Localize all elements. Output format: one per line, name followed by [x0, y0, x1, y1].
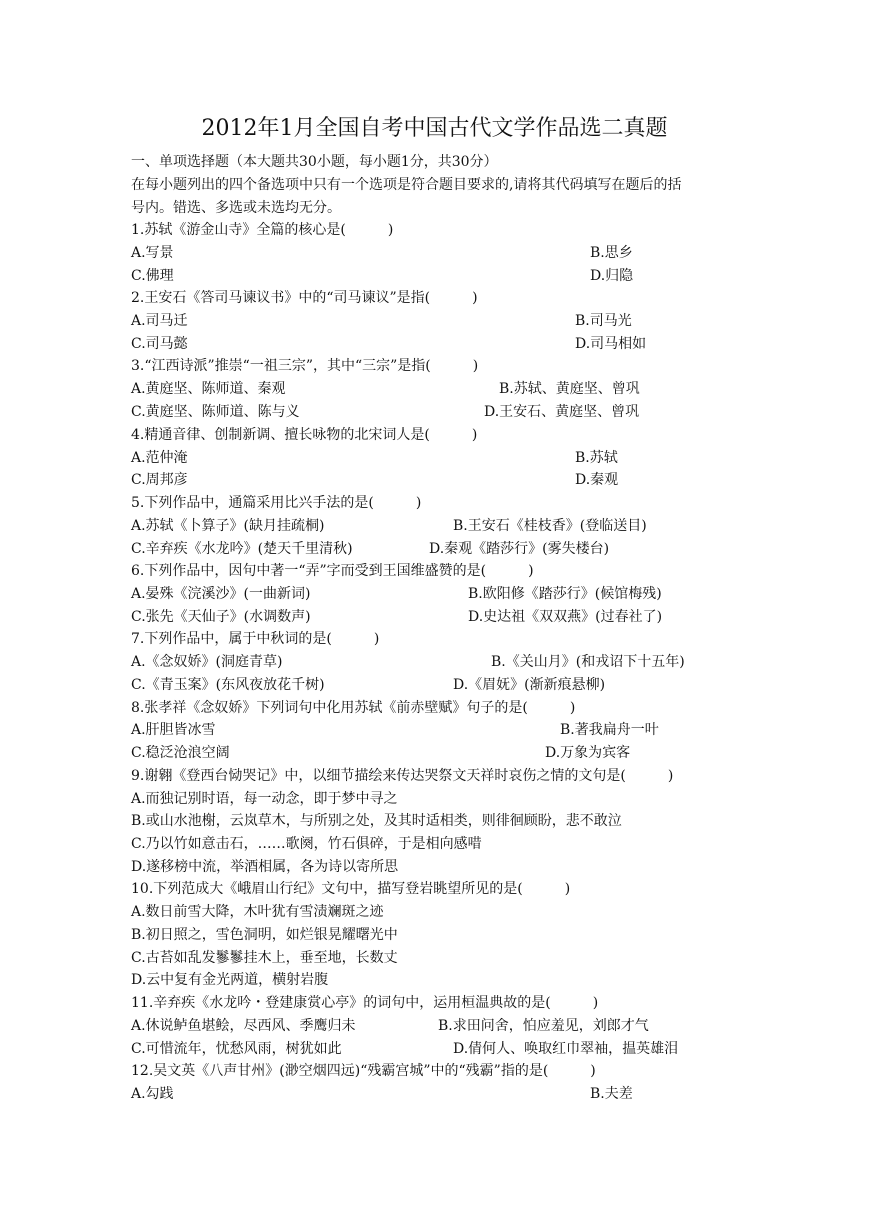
option-b: B.苏轼、黄庭坚、曾巩 [499, 381, 640, 397]
option-c: C.乃以竹如意击石，……歌阕，竹石俱碎，于是相向感唶 [131, 836, 482, 852]
option-b: B.思乡 [590, 245, 633, 261]
option-c: C.可惜流年，忧愁风雨，树犹如此 [131, 1041, 342, 1057]
question-stem: 1.苏轼《游金山寺》全篇的核心是( ) [131, 222, 394, 238]
option-c: C.司马懿 [131, 336, 188, 352]
instructions-line-1: 在每小题列出的四个备选项中只有一个选项是符合题目要求的,请将其代码填写在题后的括 [131, 177, 682, 193]
question-stem: 10.下列范成大《峨眉山行纪》文句中，描写登岩眺望所见的是( ) [131, 881, 571, 897]
option-d: D.王安石、黄庭坚、曾巩 [484, 404, 640, 420]
option-c: C.辛弃疾《水龙吟》(楚天千里清秋) [131, 541, 353, 557]
option-a: A.晏殊《浣溪沙》(一曲新词) [131, 586, 311, 602]
option-a: A.《念奴娇》(洞庭青草) [131, 654, 283, 670]
section-heading: 一、单项选择题（本大题共30小题，每小题1分，共30分） [131, 154, 498, 170]
question-stem: 7.下列作品中，属于中秋词的是( ) [131, 631, 380, 647]
question-stem: 4.精通音律、创制新调、擅长咏物的北宋词人是( ) [131, 427, 478, 443]
option-a: A.写景 [131, 245, 174, 261]
question-stem: 5.下列作品中，通篇采用比兴手法的是( ) [131, 495, 422, 511]
page-title: 2012年1月全国自考中国古代文学作品选二真题 [201, 116, 668, 141]
question-stem: 2.王安石《答司马谏议书》中的“司马谏议”是指( ) [131, 290, 478, 306]
option-c: C.稳泛沧浪空阔 [131, 745, 230, 761]
option-d: D.司马相如 [575, 336, 647, 352]
option-d: D.史达祖《双双燕》(过春社了) [468, 609, 663, 625]
option-b: B.《关山月》(和戎诏下十五年) [491, 654, 685, 670]
question-stem: 3.“江西诗派”推崇“一祖三宗”，其中“三宗”是指( ) [131, 358, 479, 374]
option-a: A.范仲淹 [131, 450, 188, 466]
option-a: A.苏轼《卜算子》(缺月挂疏桐) [131, 518, 325, 534]
option-c: C.《青玉案》(东风夜放花千树) [131, 677, 325, 693]
option-d: D.《眉妩》(渐新痕悬柳) [453, 677, 606, 693]
option-b: B.著我扁舟一叶 [560, 722, 659, 738]
option-d: D.秦观 [575, 472, 619, 488]
option-b: B.苏轼 [575, 450, 618, 466]
option-c: C.佛理 [131, 268, 174, 284]
option-c: C.黄庭坚、陈师道、陈与义 [131, 404, 300, 420]
option-a: A.休说鲈鱼堪鲙，尽西风、季鹰归未 [131, 1018, 356, 1034]
option-b: B.欧阳修《踏莎行》(候馆梅残) [468, 586, 662, 602]
option-d: D.遂移榜中流，举酒相属，各为诗以寄所思 [131, 859, 399, 875]
option-d: D.秦观《踏莎行》(雾失楼台) [429, 541, 610, 557]
option-d: D.倩何人、唤取红巾翠袖，揾英雄泪 [453, 1041, 679, 1057]
option-d: D.归隐 [590, 268, 634, 284]
option-b: B.王安石《桂枝香》(登临送目) [453, 518, 647, 534]
option-a: A.肝胆皆冰雪 [131, 722, 216, 738]
option-a: A.黄庭坚、陈师道、秦观 [131, 381, 286, 397]
question-stem: 12.吴文英《八声甘州》(渺空烟四远)“残霸宫城”中的“残霸”指的是( ) [131, 1063, 596, 1079]
option-a: A.数日前雪大降，木叶犹有雪渍斓斑之迹 [131, 904, 384, 920]
instructions-line-2: 号内。错选、多选或未选均无分。 [131, 200, 341, 216]
option-d: D.云中复有金光两道，横射岩腹 [131, 972, 329, 988]
option-b: B.初日照之，雪色洞明，如烂银晃耀曙光中 [131, 927, 398, 943]
question-stem: 8.张孝祥《念奴娇》下列词句中化用苏轼《前赤壁赋》句子的是( ) [131, 700, 576, 716]
question-stem: 11.辛弃疾《水龙吟・登建康赏心亭》的词句中，运用桓温典故的是( ) [131, 995, 599, 1011]
option-b: B.求田问舍，怕应羞见，刘郎才气 [438, 1018, 649, 1034]
option-c: C.周邦彦 [131, 472, 188, 488]
question-stem: 9.谢翱《登西台恸哭记》中，以细节描绘来传达哭祭文天祥时哀伤之情的文句是( ) [131, 768, 674, 784]
option-a: A.司马迁 [131, 313, 188, 329]
option-d: D.万象为宾客 [545, 745, 631, 761]
option-a: A.勾践 [131, 1086, 174, 1102]
option-a: A.而独记别时语，每一动念，即于梦中寻之 [131, 791, 398, 807]
option-c: C.古苔如乱发鬖鬖挂木上，垂至地，长数丈 [131, 950, 398, 966]
option-c: C.张先《天仙子》(水调数声) [131, 609, 311, 625]
option-b: B.司马光 [575, 313, 632, 329]
question-stem: 6.下列作品中，因句中著一“弄”字而受到王国维盛赞的是( ) [131, 563, 534, 579]
option-b: B.夫差 [590, 1086, 633, 1102]
option-b: B.或山水池榭，云岚草木，与所别之处，及其时适相类，则徘徊顾盼，悲不敢泣 [131, 813, 622, 829]
